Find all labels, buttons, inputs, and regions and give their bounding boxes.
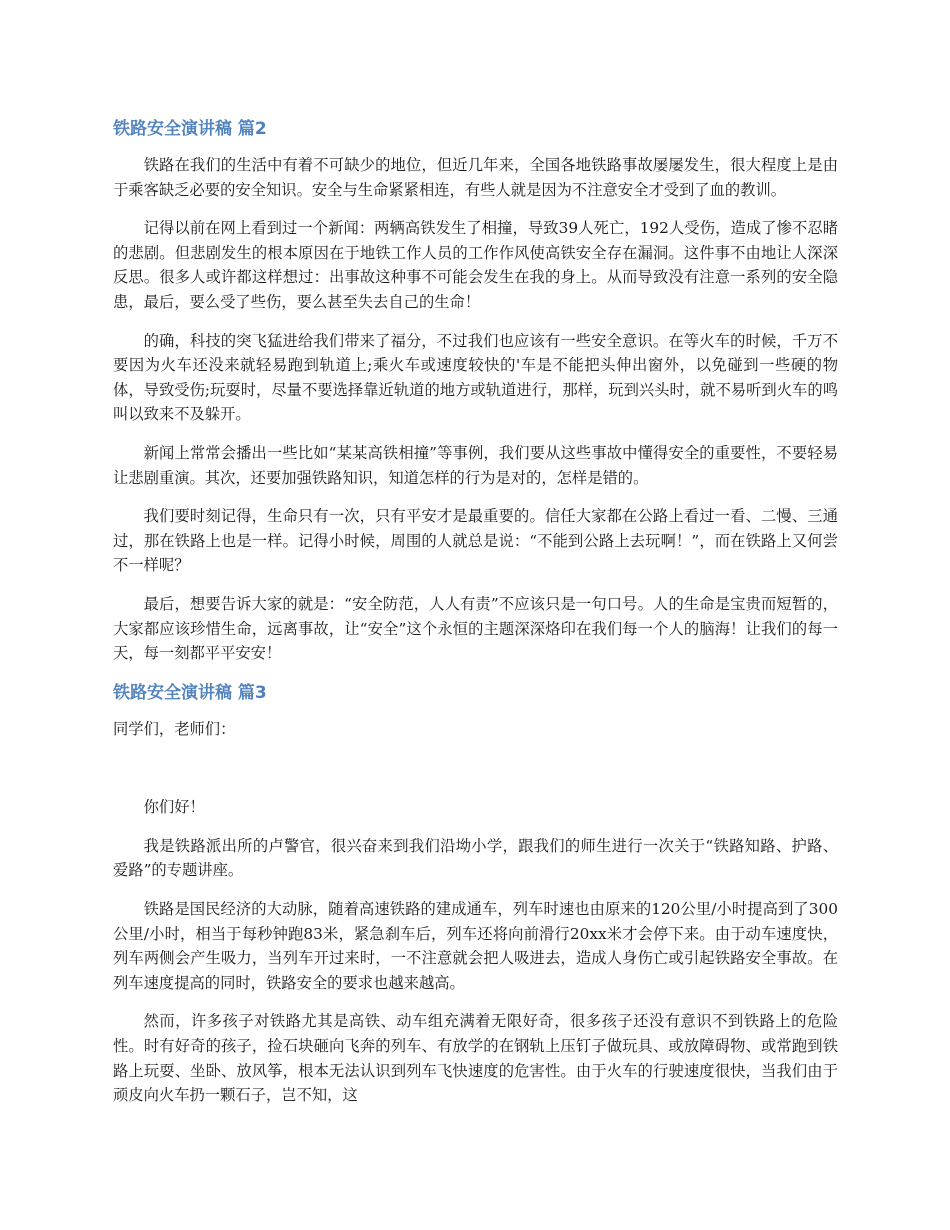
greeting: 你们好！ — [143, 798, 205, 817]
paragraph: 记得以前在网上看到过一个新闻：两辆高铁发生了相撞，导致39人死亡，192人受伤，造成了惨不忍睹的悲剧。但悲剧发生的根本原因在于地铁工作人员的工作作风使高铁安全存在漏洞。这件事不由地让人深深反思。很多人或许都这样想过：出事故这种事不可能会发生在我的身上。从而导致没有注意一系列的安全隐患，最后，要么受了些伤，要么甚至失去自己的生命！ — [113, 219, 838, 311]
paragraph: 铁路是国民经济的大动脉，随着高速铁路的建成通车，列车时速也由原来的120公里/小时提高到了300公里/小时，相当于每秒钟跑83米，紧急刹车后，列车还将向前滑行20xx米才会停下来。由于动车速度快，列车两侧会产生吸力，当列车开过来时，一不注意就会把人吸进去，造成人身伤亡或引起铁路安全事故。在列车速度提高的同时，铁路安全的要求也越来越高。 — [113, 900, 838, 992]
paragraph: 最后，想要告诉大家的就是：“安全防范，人人有责”不应该只是一句口号。人的生命是宝贵而短暂的，大家都应该珍惜生命，远离事故，让“安全”这个永恒的主题深深烙印在我们每一个人的脑海！让我们的每一天，每一刻都平平安安！ — [113, 594, 838, 663]
paragraph: 然而，许多孩子对铁路尤其是高铁、动车组充满着无限好奇，很多孩子还没有意识不到铁路上的危险性。时有好奇的孩子，捡石块砸向飞奔的列车、有放学的在钢轨上压钉子做玩具、或放障碍物、或常跑到铁路上玩耍、坐卧、放风筝，根本无法认识到列车飞快速度的危害性。由于火车的行驶速度很快，当我们由于顽皮向火车扔一颗石子，岂不知，这 — [113, 1012, 838, 1105]
document-page — [113, 110, 838, 1122]
paragraph: 新闻上常常会播出一些比如“某某高铁相撞”等事例，我们要从这些事故中懂得安全的重要性，不要轻易让悲剧重演。其次，还要加强铁路知识，知道怎样的行为是对的，怎样是错的。 — [113, 443, 838, 487]
paragraph: 我们要时刻记得，生命只有一次，只有平安才是最重要的。信任大家都在公路上看过一看、二慢、三通过，那在铁路上也是一样。记得小时候，周围的人就总是说：“不能到公路上去玩啊！”，而在铁路上又何尝不一样呢？ — [113, 507, 838, 575]
paragraph: 我是铁路派出所的卢警官，很兴奋来到我们沿坳小学，跟我们的师生进行一次关于“铁路知路、护路、爱路”的专题讲座。 — [113, 836, 838, 880]
blank-line — [113, 755, 838, 795]
paragraph: 铁路在我们的生活中有着不可缺少的地位，但近几年来，全国各地铁路事故屡屡发生，很大程度上是由于乘客缺乏必要的安全知识。安全与生命紧紧相连，有些人就是因为不注意安全才受到了血的教训。 — [113, 156, 838, 199]
section-heading-2: 铁路安全演讲稿 篇2 — [113, 119, 267, 139]
section-heading-3: 铁路安全演讲稿 篇3 — [113, 682, 267, 703]
paragraph: 的确，科技的突飞猛进给我们带来了福分，不过我们也应该有一些安全意识。在等火车的时候，千万不要因为火车还没来就轻易跑到轨道上;乘火车或速度较快的'车是不能把头伸出窗外，以免碰到一些硬的物体，导致受伤;玩耍时，尽量不要选择靠近轨道的地方或轨道进行，那样，玩到兴头时，就不易听到火车的鸣叫以致来不及躲开。 — [113, 331, 838, 424]
salutation: 同学们，老师们： — [113, 719, 236, 738]
